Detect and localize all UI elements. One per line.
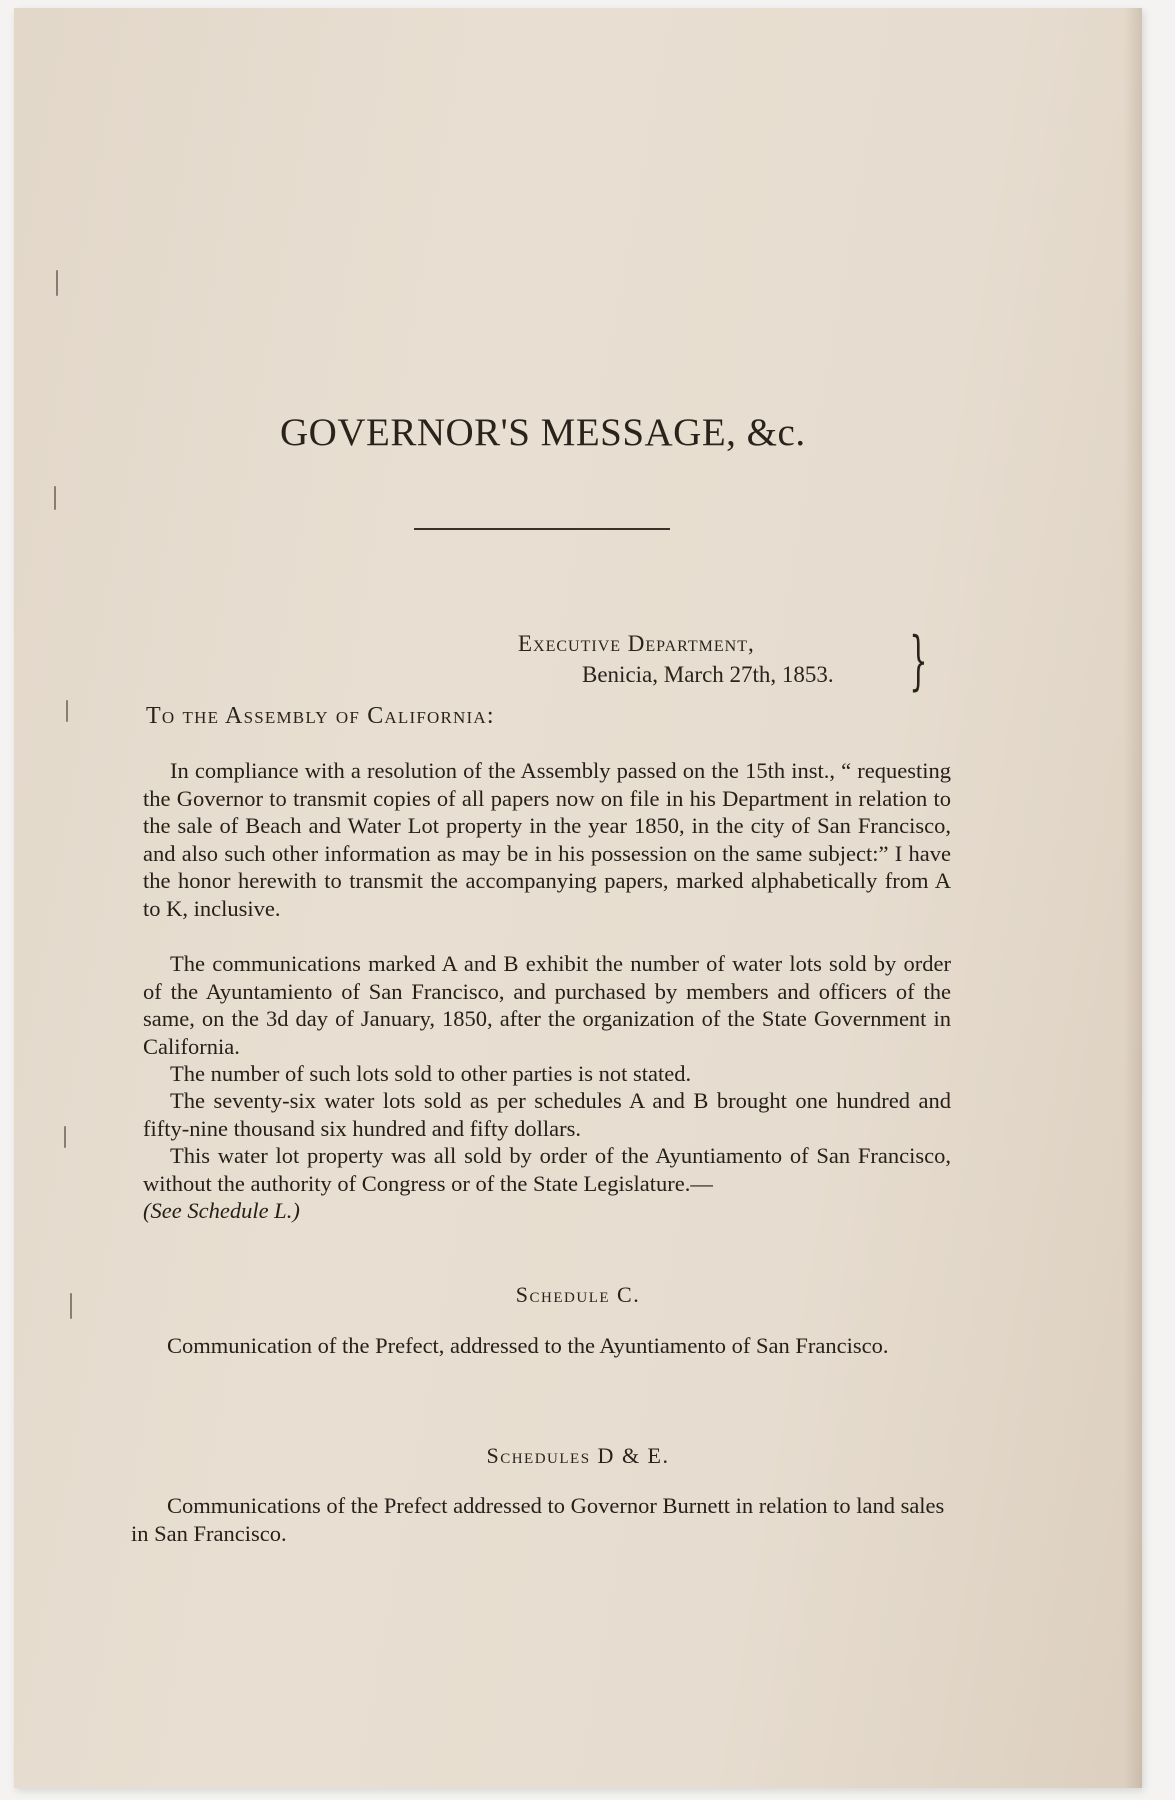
paragraph: This water lot property was all sold by order of the Ayuntiamento of San Francisco, without the authority of Congress or of the State Legislature.— (143, 1143, 951, 1196)
dateline (510, 628, 940, 690)
margin-mark (56, 270, 58, 296)
margin-mark (66, 700, 68, 722)
salutation: To the Assembly of California: (146, 703, 495, 729)
schedule-reference-note: (See Schedule L.) (143, 1198, 300, 1223)
message-body (143, 757, 951, 1225)
page-edge-shadow (1124, 8, 1142, 1788)
paragraph: The communications marked A and B exhibit the number of water lots sold by order of the Ayuntamiento of San Francisco, and purchased by members and officers of the same, on the 3d day of January, 1850, after the organization of the State Government in California. (143, 951, 951, 1059)
margin-mark (64, 1126, 66, 1148)
schedule-c-heading: Schedule C. (515, 1282, 641, 1307)
dateline-department: Executive Department, (518, 631, 755, 656)
paragraph: In compliance with a resolution of the Assembly passed on the 15th inst., “ requesting the Governor to transmit copies of all papers now on file in his Department in relation to the sale of Beach and Water Lot property in the year 1850, in the city of San Francisco, and also such other information as may be in his possession on the same subject:” I have the honor herewith to transmit the accompanying papers, marked alphabetically from A to K, inclusive. (143, 758, 951, 921)
margin-mark (54, 486, 56, 510)
paragraph: The seventy-six water lots sold as per schedules A and B brought one hundred and fifty-nine thousand six hundred and fifty dollars. (143, 1088, 951, 1141)
schedules-de-heading: Schedules D & E. (486, 1443, 670, 1468)
schedule-c-text: Communication of the Prefect, addressed to the Ayuntiamento of San Francisco. (167, 1333, 889, 1358)
dateline-brace: } (909, 624, 928, 698)
page-title: GOVERNOR'S MESSAGE, &c. (280, 411, 806, 454)
title-rule (414, 528, 670, 530)
dateline-place-date: Benicia, March 27th, 1853. (582, 662, 834, 687)
paragraph: The number of such lots sold to other parties is not stated. (170, 1061, 692, 1086)
schedules-de-text: Communications of the Prefect addressed to Governor Burnett in relation to land sales in San Francisco. (131, 1493, 945, 1546)
